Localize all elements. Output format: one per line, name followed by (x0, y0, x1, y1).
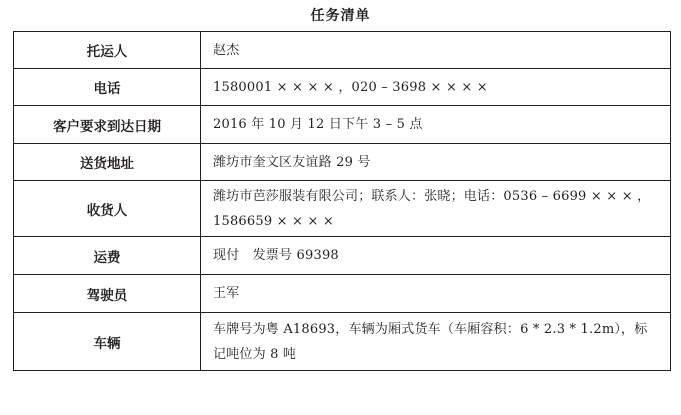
table-row (14, 237, 671, 275)
table-row (14, 106, 671, 144)
table-row (14, 313, 671, 371)
document-title: 任务清单 (310, 8, 371, 24)
row-label-phone: 电话 (14, 69, 201, 106)
row-label-delivery-address: 送货地址 (14, 144, 201, 181)
table-row (14, 144, 671, 181)
task-list-table (13, 31, 671, 371)
row-label-required-date: 客户要求到达日期 (14, 106, 201, 144)
row-value-vehicle: 车牌号为粤 A18693，车辆为厢式货车（车厢容积：6 * 2.3 * 1.2m），标记吨位为 8 吨 (201, 313, 671, 371)
row-label-driver: 驾驶员 (14, 275, 201, 313)
table-row (14, 275, 671, 313)
row-label-shipper: 托运人 (14, 32, 201, 69)
row-value-delivery-address: 潍坊市奎文区友谊路 29 号 (201, 144, 671, 181)
row-label-vehicle: 车辆 (14, 313, 201, 371)
row-value-driver: 王军 (201, 275, 671, 313)
row-value-required-date: 2016 年 10 月 12 日下午 3 – 5 点 (201, 106, 671, 144)
row-label-consignee: 收货人 (14, 181, 201, 237)
row-value-freight: 现付 发票号 69398 (201, 237, 671, 275)
row-label-freight: 运费 (14, 237, 201, 275)
table-row (14, 32, 671, 69)
table-row (14, 181, 671, 237)
table-row (14, 69, 671, 106)
row-value-phone: 1580001 × × × × ，020 – 3698 × × × × (201, 69, 671, 106)
row-value-shipper: 赵杰 (201, 32, 671, 69)
row-value-consignee: 潍坊市芭莎服装有限公司；联系人：张晓；电话：0536 – 6699 × × × ，1586659 × × × × (201, 181, 671, 237)
